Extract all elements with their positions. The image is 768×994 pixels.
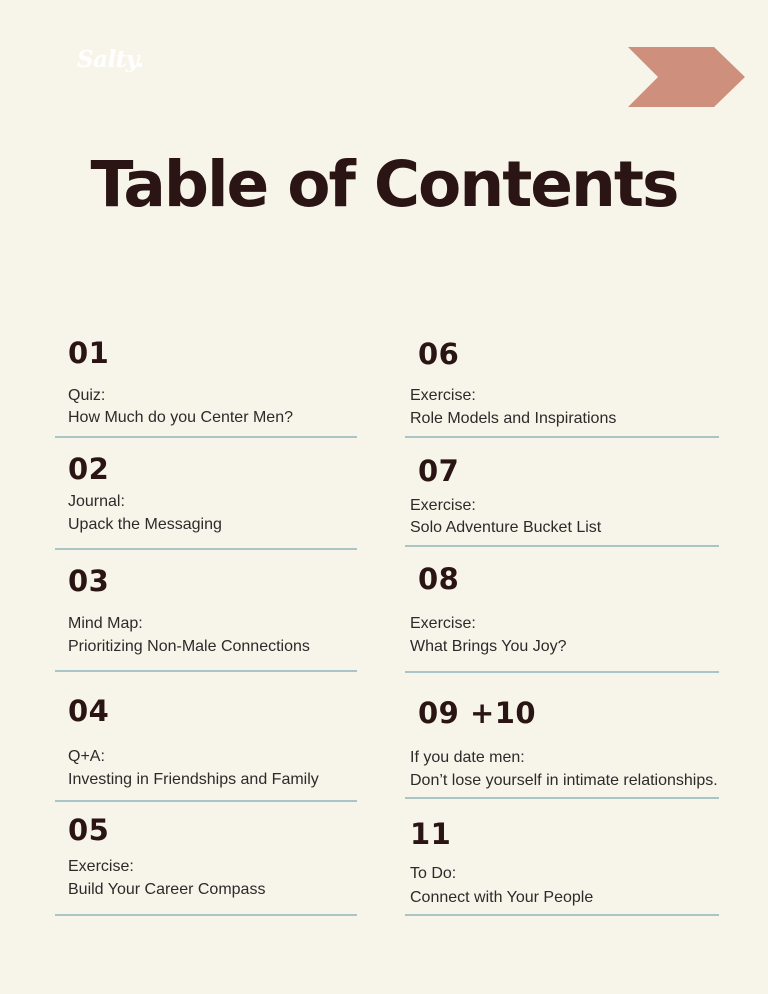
divider xyxy=(405,914,719,916)
divider xyxy=(55,914,357,916)
entry-number: 04 xyxy=(68,694,110,728)
entry-number: 05 xyxy=(68,813,110,847)
entry-number: 02 xyxy=(68,452,110,486)
entry-title: How Much do you Center Men? xyxy=(68,409,293,426)
divider xyxy=(405,797,719,799)
salty-logo: Salty. xyxy=(77,46,144,73)
entry-label: Exercise: xyxy=(410,615,476,632)
entry-number: 09 +10 xyxy=(418,696,537,730)
entry-title: Solo Adventure Bucket List xyxy=(410,519,602,536)
entry-label: Journal: xyxy=(68,493,125,510)
entry-label: Q+A: xyxy=(68,748,105,765)
entry-label: Quiz: xyxy=(68,387,106,404)
divider xyxy=(55,436,357,438)
divider xyxy=(405,671,719,673)
entry-title: Upack the Messaging xyxy=(68,516,222,533)
entry-label: Exercise: xyxy=(410,387,476,404)
entry-title: What Brings You Joy? xyxy=(410,638,567,655)
divider xyxy=(55,548,357,550)
entry-number: 07 xyxy=(418,454,460,488)
divider xyxy=(405,545,719,547)
entry-title: Build Your Career Compass xyxy=(68,881,266,898)
entry-title: Don’t lose yourself in intimate relationships. xyxy=(410,772,718,789)
divider xyxy=(55,670,357,672)
entry-number: 08 xyxy=(418,562,460,596)
chevron-arrow-icon xyxy=(628,47,745,107)
entry-label: Mind Map: xyxy=(68,615,143,632)
divider xyxy=(55,800,357,802)
entry-label: Exercise: xyxy=(68,858,134,875)
entry-label: Exercise: xyxy=(410,497,476,514)
entry-number: 06 xyxy=(418,337,460,371)
entry-number: 11 xyxy=(410,817,452,851)
entry-title: Investing in Friendships and Family xyxy=(68,771,319,788)
entry-number: 01 xyxy=(68,336,110,370)
entry-number: 03 xyxy=(68,564,110,598)
divider xyxy=(405,436,719,438)
entry-title: Role Models and Inspirations xyxy=(410,410,617,427)
page-title: Table of Contents xyxy=(90,148,678,221)
entry-title: Connect with Your People xyxy=(410,889,594,906)
entry-title: Prioritizing Non-Male Connections xyxy=(68,638,310,655)
entry-label: To Do: xyxy=(410,865,457,882)
entry-label: If you date men: xyxy=(410,749,525,766)
